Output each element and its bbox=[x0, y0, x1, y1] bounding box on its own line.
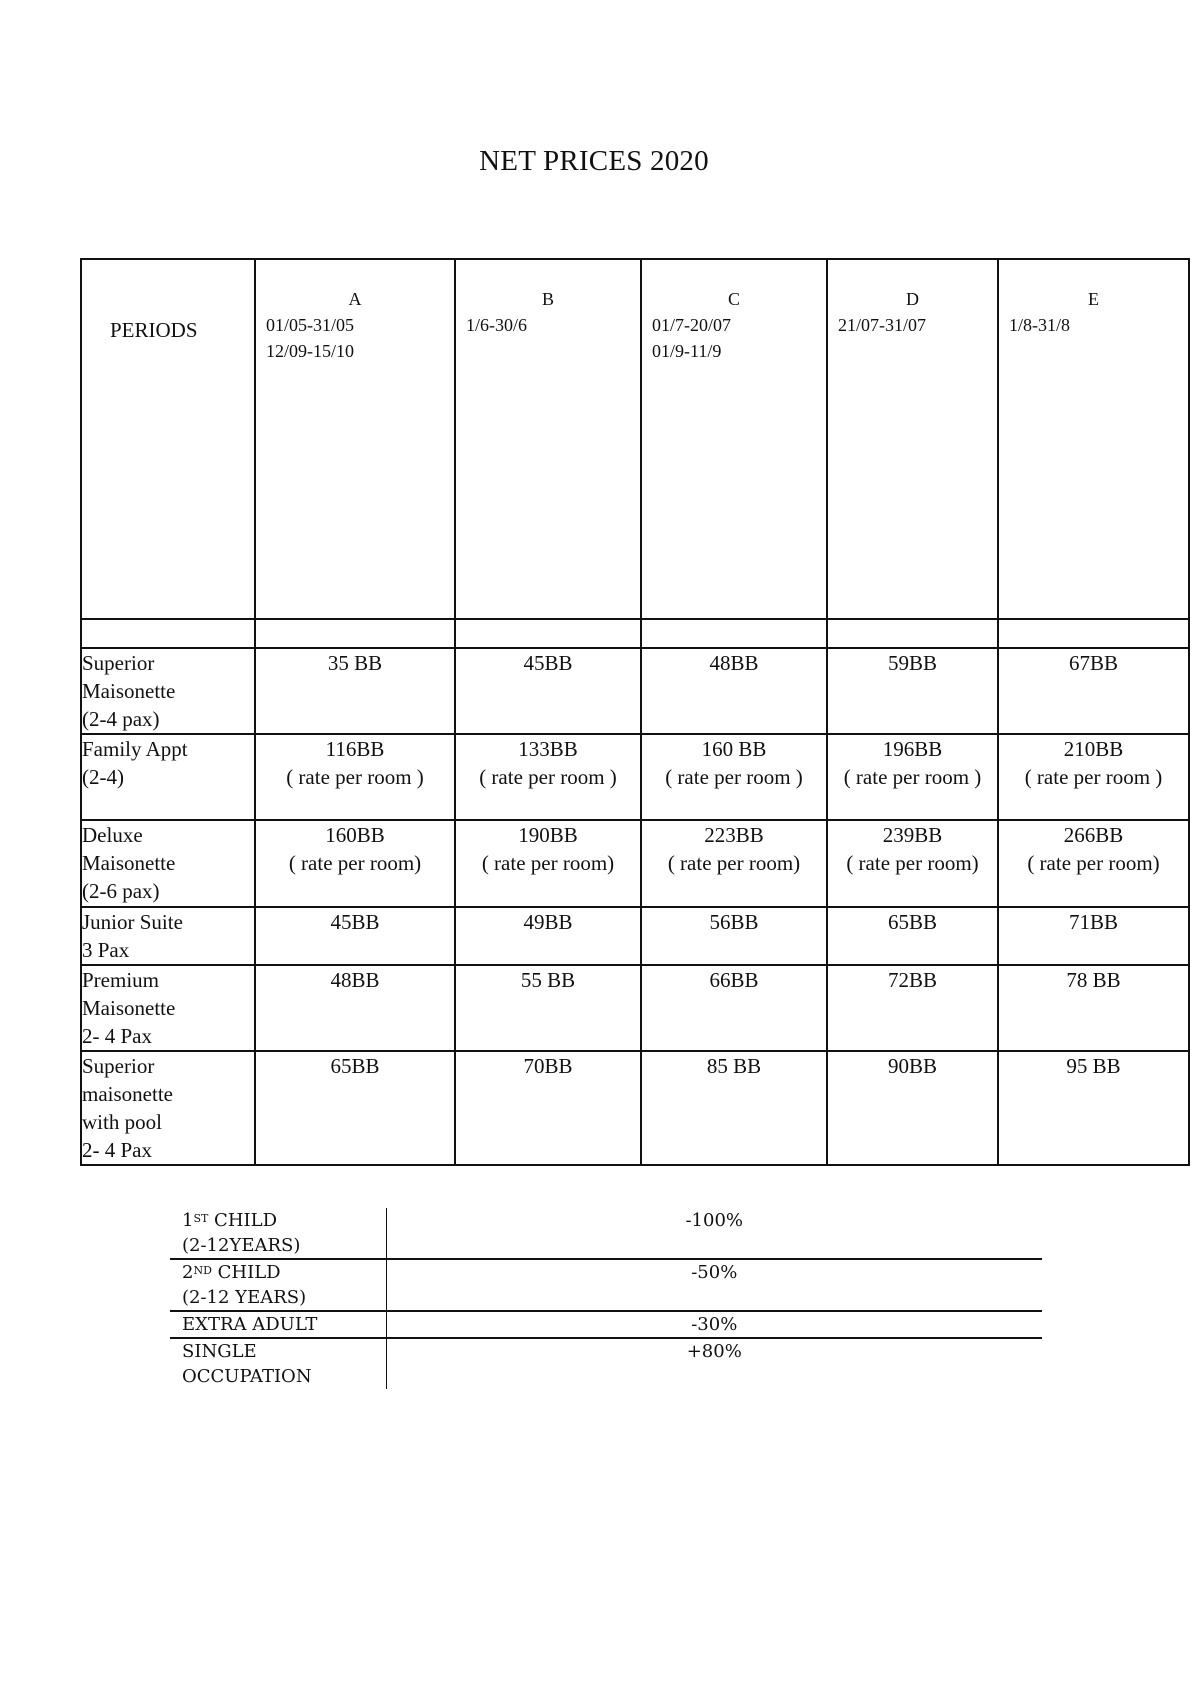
room-type-label: Superior bbox=[82, 1054, 155, 1078]
page-title: NET PRICES 2020 bbox=[479, 145, 709, 177]
price-cell bbox=[255, 907, 455, 965]
price-note: ( rate per room ) bbox=[1024, 765, 1163, 789]
room-type-label: 2- 4 Pax bbox=[82, 1138, 152, 1162]
room-type-label: Deluxe bbox=[82, 823, 143, 847]
period-header-c bbox=[641, 259, 827, 619]
price-value: 65BB bbox=[330, 1054, 380, 1078]
room-type-cell bbox=[81, 1051, 255, 1165]
price-cell bbox=[827, 820, 998, 907]
price-cell bbox=[998, 1051, 1189, 1165]
price-cell bbox=[455, 648, 641, 734]
supplement-row bbox=[170, 1338, 1042, 1389]
supplement-label-text: EXTRA ADULT bbox=[182, 1314, 318, 1335]
price-cell bbox=[998, 648, 1189, 734]
supplement-label-text: CHILD bbox=[211, 1262, 281, 1283]
price-value: 70BB bbox=[523, 1054, 573, 1078]
room-row bbox=[81, 1051, 1189, 1165]
price-cell bbox=[998, 820, 1189, 907]
period-letter: D bbox=[906, 289, 919, 309]
room-type-label: Family Appt bbox=[82, 737, 188, 761]
price-value: 223BB bbox=[704, 823, 764, 847]
period-dates: 1/6-30/6 bbox=[466, 315, 527, 335]
period-dates: 1/8-31/8 bbox=[1009, 315, 1070, 335]
prices-table bbox=[80, 258, 1190, 1166]
price-cell bbox=[255, 1051, 455, 1165]
period-dates: 01/05-31/05 bbox=[266, 315, 354, 335]
price-value: 78 BB bbox=[1066, 968, 1121, 992]
price-note: ( rate per room) bbox=[667, 851, 801, 875]
periods-header-row bbox=[81, 259, 1189, 619]
supplement-ordinal-suffix: ST bbox=[193, 1212, 209, 1225]
supplements-table bbox=[170, 1208, 1042, 1389]
room-row bbox=[81, 734, 1189, 820]
room-type-label: 2- 4 Pax bbox=[82, 1024, 152, 1048]
price-cell bbox=[255, 820, 455, 907]
supplement-ordinal: 1 bbox=[182, 1210, 194, 1231]
room-type-label: Superior bbox=[82, 651, 155, 675]
room-type-label: Premium bbox=[82, 968, 159, 992]
room-type-label: maisonette bbox=[82, 1082, 173, 1106]
period-header-e bbox=[998, 259, 1189, 619]
supplement-label bbox=[170, 1208, 386, 1259]
supplement-label bbox=[170, 1338, 386, 1389]
period-letter: E bbox=[1088, 289, 1099, 309]
price-cell bbox=[641, 965, 827, 1051]
price-cell bbox=[998, 734, 1189, 820]
room-type-cell bbox=[81, 965, 255, 1051]
periods-label-cell bbox=[81, 259, 255, 619]
supplement-row bbox=[170, 1311, 1042, 1338]
price-cell bbox=[827, 648, 998, 734]
supplement-value: -100% bbox=[386, 1208, 1042, 1259]
price-cell bbox=[827, 1051, 998, 1165]
price-value: 266BB bbox=[1063, 823, 1124, 847]
price-value: 48BB bbox=[330, 968, 380, 992]
price-cell bbox=[641, 734, 827, 820]
price-value: 59BB bbox=[887, 651, 937, 675]
room-type-label: (2-4 pax) bbox=[82, 707, 160, 731]
room-type-label: 3 Pax bbox=[82, 938, 130, 962]
supplement-ordinal: 2 bbox=[182, 1262, 194, 1283]
room-type-cell bbox=[81, 734, 255, 820]
period-header-a bbox=[255, 259, 455, 619]
room-type-label: (2-6 pax) bbox=[82, 879, 160, 903]
price-cell bbox=[827, 907, 998, 965]
room-rows bbox=[81, 648, 1189, 1165]
price-value: 49BB bbox=[523, 910, 573, 934]
price-cell bbox=[455, 1051, 641, 1165]
price-value: 196BB bbox=[882, 737, 943, 761]
price-value: 210BB bbox=[1063, 737, 1124, 761]
price-value: 116BB bbox=[325, 737, 385, 761]
price-cell bbox=[455, 965, 641, 1051]
price-note: ( rate per room ) bbox=[479, 765, 617, 789]
room-type-label: Maisonette bbox=[82, 996, 176, 1020]
price-cell bbox=[641, 648, 827, 734]
price-value: 160BB bbox=[325, 823, 385, 847]
period-letter: B bbox=[541, 289, 554, 309]
price-cell bbox=[455, 907, 641, 965]
period-letter: C bbox=[727, 289, 740, 309]
room-type-cell bbox=[81, 820, 255, 907]
price-value: 45BB bbox=[330, 910, 380, 934]
supplement-label bbox=[170, 1259, 386, 1311]
price-value: 160 BB bbox=[701, 737, 767, 761]
price-note: ( rate per room) bbox=[481, 851, 615, 875]
period-dates: 21/07-31/07 bbox=[838, 315, 926, 335]
room-type-label: Junior Suite bbox=[82, 910, 183, 934]
price-cell bbox=[827, 734, 998, 820]
supplement-label-text: SINGLE bbox=[182, 1341, 257, 1362]
supplement-value: +80% bbox=[686, 1341, 742, 1362]
room-row bbox=[81, 648, 1189, 734]
price-cell bbox=[998, 965, 1189, 1051]
price-cell bbox=[998, 907, 1189, 965]
price-value: 66BB bbox=[709, 968, 759, 992]
price-value: 45BB bbox=[523, 651, 573, 675]
room-row bbox=[81, 820, 1189, 907]
room-type-label: (2-4) bbox=[82, 765, 124, 789]
price-cell bbox=[827, 965, 998, 1051]
price-value: 56BB bbox=[709, 910, 759, 934]
supplement-value: -30% bbox=[386, 1311, 1042, 1338]
supplement-row bbox=[170, 1208, 1042, 1259]
supplement-label bbox=[170, 1311, 386, 1338]
price-cell bbox=[641, 820, 827, 907]
spacer-row bbox=[81, 619, 1189, 648]
price-cell bbox=[255, 734, 455, 820]
supplement-label-detail: (2-12 YEARS) bbox=[182, 1287, 307, 1308]
price-note: ( rate per room ) bbox=[843, 765, 982, 789]
room-row bbox=[81, 907, 1189, 965]
price-value: 72BB bbox=[887, 968, 937, 992]
room-type-label: with pool bbox=[82, 1110, 162, 1134]
room-type-cell bbox=[81, 648, 255, 734]
supplement-label-detail: OCCUPATION bbox=[182, 1366, 312, 1387]
price-cell bbox=[455, 734, 641, 820]
price-cell bbox=[255, 965, 455, 1051]
period-letter: A bbox=[348, 289, 362, 309]
price-value: 67BB bbox=[1068, 651, 1118, 675]
supplement-value: -50% bbox=[386, 1259, 1042, 1311]
supplement-label-text: CHILD bbox=[208, 1210, 278, 1231]
price-cell bbox=[641, 907, 827, 965]
room-row bbox=[81, 965, 1189, 1051]
supplement-label-detail: (2-12YEARS) bbox=[182, 1235, 301, 1256]
price-value: 35 BB bbox=[327, 651, 383, 675]
price-cell bbox=[641, 1051, 827, 1165]
price-cell bbox=[255, 648, 455, 734]
price-note: ( rate per room) bbox=[288, 851, 422, 875]
period-header-b bbox=[455, 259, 641, 619]
price-note: ( rate per room) bbox=[846, 851, 979, 875]
price-note: ( rate per room ) bbox=[665, 765, 803, 789]
supplement-row bbox=[170, 1259, 1042, 1311]
price-value: 133BB bbox=[518, 737, 578, 761]
price-note: ( rate per room) bbox=[1027, 851, 1160, 875]
price-value: 55 BB bbox=[520, 968, 576, 992]
periods-label: PERIODS bbox=[110, 318, 198, 342]
price-value: 239BB bbox=[882, 823, 943, 847]
price-value: 65BB bbox=[887, 910, 937, 934]
room-type-label: Maisonette bbox=[82, 851, 176, 875]
price-value: 85 BB bbox=[706, 1054, 762, 1078]
period-dates: 01/7-20/07 bbox=[652, 315, 731, 335]
room-type-cell bbox=[81, 907, 255, 965]
price-value: 95 BB bbox=[1066, 1054, 1121, 1078]
period-dates: 12/09-15/10 bbox=[266, 341, 354, 361]
room-type-label: Maisonette bbox=[82, 679, 176, 703]
period-dates: 01/9-11/9 bbox=[652, 341, 722, 361]
period-header-d bbox=[827, 259, 998, 619]
price-value: 90BB bbox=[887, 1054, 937, 1078]
supplement-ordinal-suffix: ND bbox=[193, 1264, 212, 1277]
price-cell bbox=[455, 820, 641, 907]
price-value: 48BB bbox=[709, 651, 759, 675]
price-value: 190BB bbox=[518, 823, 578, 847]
price-value: 71BB bbox=[1068, 910, 1118, 934]
price-note: ( rate per room ) bbox=[286, 765, 424, 789]
